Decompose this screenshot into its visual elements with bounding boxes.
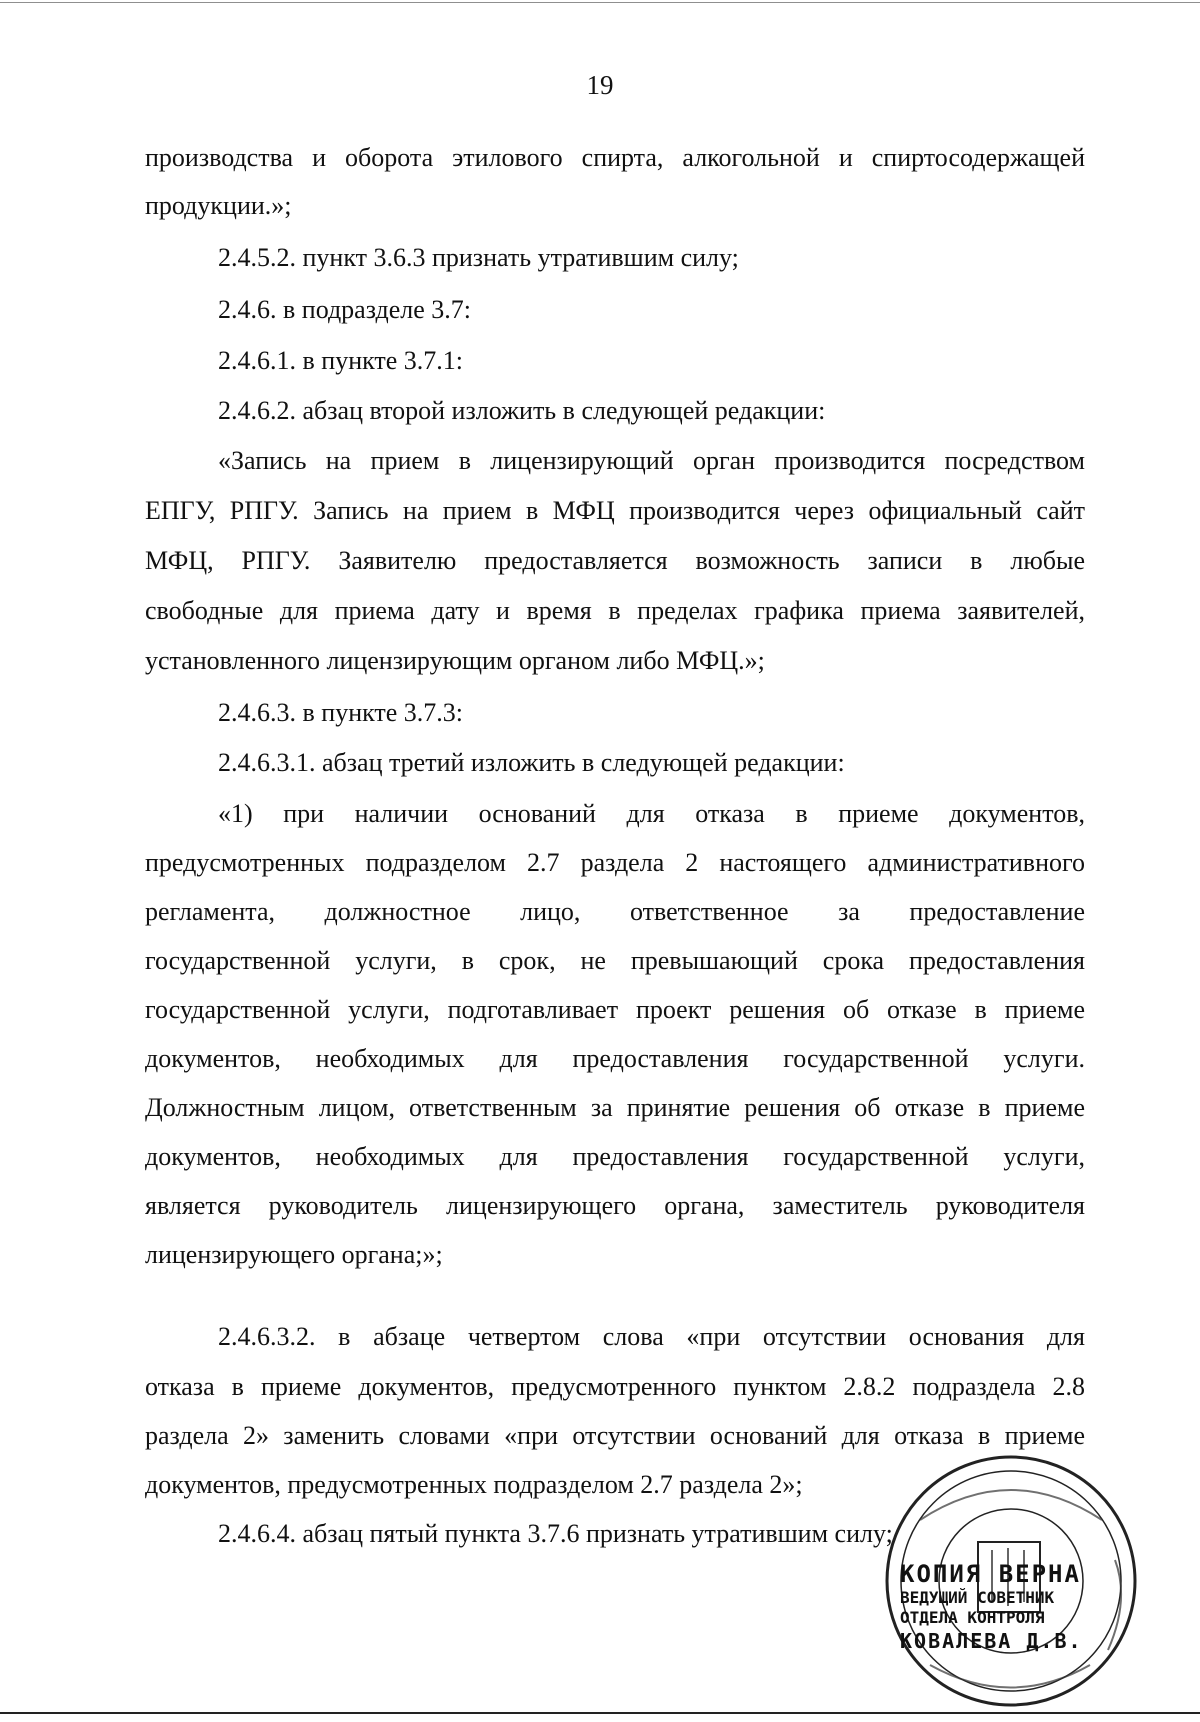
- text-line: документов, необходимых для предоставления государственной услуги,: [145, 1142, 1085, 1171]
- text-line: 2.4.6.3.2. в абзаце четвертом слова «при отсутствии основания для: [218, 1322, 1085, 1351]
- text-line: государственной услуги, подготавливает проект решения об отказе в приеме: [145, 995, 1085, 1024]
- text-line: 2.4.6.3. в пункте 3.7.3:: [218, 698, 464, 727]
- text-line: предусмотренных подразделом 2.7 раздела 2 настоящего административного: [145, 848, 1085, 877]
- text-line: МФЦ, РПГУ. Заявителю предоставляется возможность записи в любые: [145, 546, 1085, 575]
- text-line: 2.4.6. в подразделе 3.7:: [218, 295, 472, 324]
- text-line: отказа в приеме документов, предусмотренного пунктом 2.8.2 подраздела 2.8: [145, 1372, 1085, 1401]
- text-line: лицензирующего органа;»;: [145, 1240, 443, 1269]
- text-line: 2.4.6.3.1. абзац третий изложить в следующей редакции:: [218, 748, 845, 777]
- text-line: «1) при наличии оснований для отказа в приеме документов,: [218, 799, 1085, 828]
- scan-edge-top: [0, 2, 1200, 3]
- stamp-line: КОПИЯ ВЕРНА: [900, 1560, 1081, 1588]
- stamp-line: КОВАЛЕВА Д.В.: [900, 1629, 1083, 1653]
- text-line: государственной услуги, в срок, не превышающий срока предоставления: [145, 946, 1085, 975]
- text-line: документов, необходимых для предоставления государственной услуги.: [145, 1044, 1085, 1073]
- text-line: документов, предусмотренных подразделом 2.7 раздела 2»;: [145, 1470, 803, 1499]
- text-line: 2.4.6.4. абзац пятый пункта 3.7.6 признать утратившим силу;: [218, 1519, 893, 1548]
- text-line: установленного лицензирующим органом либо МФЦ.»;: [145, 646, 765, 675]
- stamp-line: ОТДЕЛА КОНТРОЛЯ: [900, 1608, 1045, 1627]
- scan-edge-bottom: [0, 1712, 1200, 1714]
- text-line: свободные для приема дату и время в пределах графика приема заявителей,: [145, 596, 1085, 625]
- text-line: раздела 2» заменить словами «при отсутствии оснований для отказа в приеме: [145, 1421, 1085, 1450]
- text-line: регламента, должностное лицо, ответственное за предоставление: [145, 897, 1085, 926]
- stamp-line: ВЕДУЩИЙ СОВЕТНИК: [900, 1588, 1055, 1607]
- certification-stamp: [900, 1560, 1090, 1654]
- text-line: производства и оборота этилового спирта, алкогольной и спиртосодержащей: [145, 143, 1085, 172]
- text-line: Должностным лицом, ответственным за принятие решения об отказе в приеме: [145, 1093, 1085, 1122]
- text-line: ЕПГУ, РПГУ. Запись на прием в МФЦ производится через официальный сайт: [145, 496, 1085, 525]
- page-number: 19: [586, 70, 614, 100]
- text-line: продукции.»;: [145, 191, 292, 220]
- text-line: 2.4.6.2. абзац второй изложить в следующей редакции:: [218, 396, 826, 425]
- text-line: 2.4.6.1. в пункте 3.7.1:: [218, 346, 464, 375]
- text-line: 2.4.5.2. пункт 3.6.3 признать утратившим силу;: [218, 243, 739, 272]
- text-line: «Запись на прием в лицензирующий орган производится посредством: [218, 446, 1085, 475]
- text-line: является руководитель лицензирующего органа, заместитель руководителя: [145, 1191, 1085, 1220]
